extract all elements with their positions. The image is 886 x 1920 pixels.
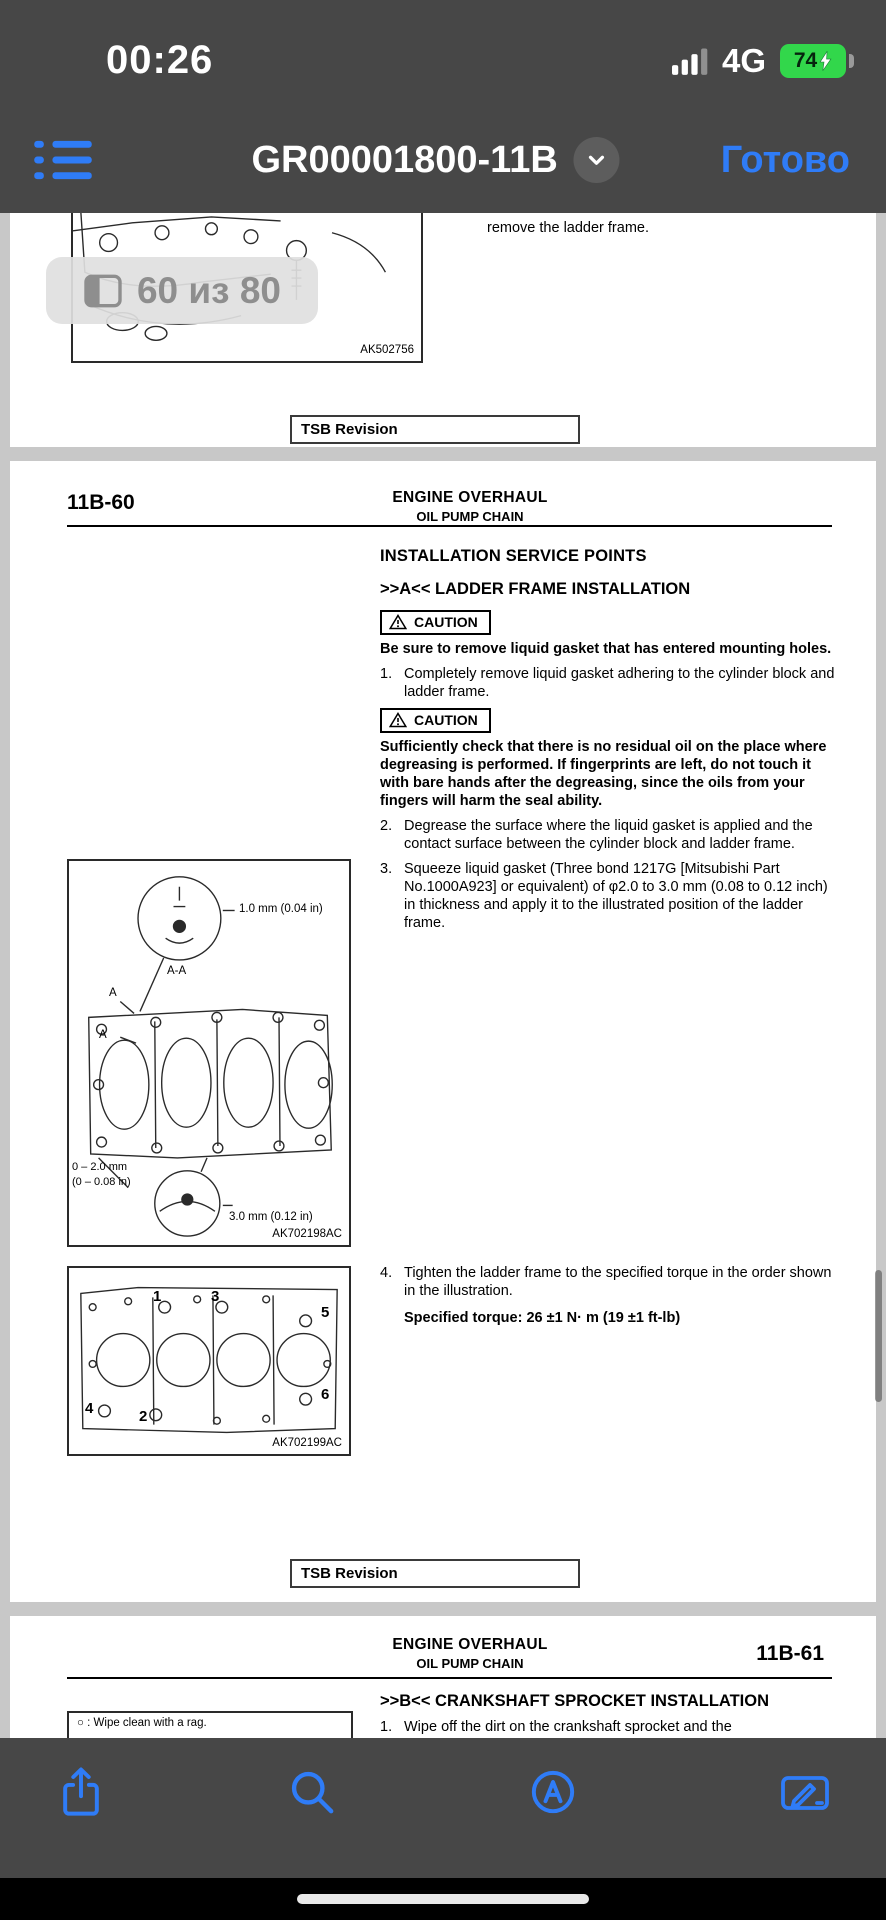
bolt-number: 3 — [211, 1288, 220, 1305]
caution-box — [380, 708, 491, 733]
figure-arrow-label: A — [109, 987, 117, 999]
page-header-title: ENGINE OVERHAUL — [392, 1636, 548, 1653]
top-chrome — [0, 0, 886, 213]
markup-button[interactable] — [779, 1764, 835, 1820]
fragment-text: remove the ladder frame. — [487, 220, 649, 236]
step-3 — [380, 860, 842, 932]
subsection-b-title: >>B<< CRANKSHAFT SPROCKET INSTALLATION — [380, 1692, 769, 1710]
search-button[interactable] — [287, 1764, 343, 1820]
pdf-viewport[interactable] — [0, 213, 886, 1738]
figure-ladder-frame — [67, 859, 351, 1247]
document-title: GR00001800-11B — [251, 138, 558, 181]
figure-dim-label: (0 – 0.08 in) — [72, 1176, 131, 1188]
done-button[interactable]: Готово — [721, 107, 850, 213]
bolt-number: 5 — [321, 1304, 330, 1321]
figure-torque-sequence — [67, 1266, 351, 1456]
nav-bar — [0, 107, 886, 213]
home-strip — [0, 1878, 886, 1920]
bolt-number: 4 — [85, 1400, 94, 1417]
caution-label: CAUTION — [414, 712, 478, 728]
signal-icon — [672, 47, 708, 75]
page-number: 11B-61 — [756, 1642, 824, 1665]
tsb-revision-label: TSB Revision — [301, 1565, 398, 1582]
warning-icon — [389, 712, 407, 728]
list-icon — [34, 137, 92, 183]
home-indicator[interactable] — [297, 1894, 589, 1904]
step-number: 1. — [380, 666, 393, 682]
contents-menu-button[interactable] — [34, 133, 98, 187]
figure-arrow-label: A — [99, 1029, 107, 1041]
step-number: 2. — [380, 818, 393, 834]
markup-icon — [779, 1767, 831, 1817]
text-column — [380, 547, 842, 932]
battery-percent: 74 — [793, 49, 818, 72]
header-rule — [67, 1677, 832, 1679]
figure-dim-label: 0 – 2.0 mm — [72, 1161, 128, 1173]
bolt-number: 1 — [153, 1288, 162, 1305]
caution-label: CAUTION — [414, 614, 478, 630]
step-text: Squeeze liquid gasket (Three bond 1217G [Mitsubishi Part No.1000A923] or equivalent) of φ2.0 to 3.0 mm (0.08 to 0.12 inch) in thickness and apply it to the illustrated position of the ladder frame. — [404, 861, 828, 931]
page-header — [170, 1636, 770, 1671]
bolt-number: 6 — [321, 1386, 330, 1403]
warning-icon — [389, 614, 407, 630]
caution-box — [380, 610, 491, 635]
status-icons — [672, 42, 846, 80]
step-number: 3. — [380, 861, 393, 877]
tsb-revision-label: TSB Revision — [301, 421, 398, 438]
page-indicator-badge[interactable] — [46, 257, 318, 324]
caution-text-1: Be sure to remove liquid gasket that has entered mounting holes. — [380, 641, 832, 657]
figure-dim-label: 1.0 mm (0.04 in) — [239, 903, 323, 915]
page-header-subtitle: OIL PUMP CHAIN — [416, 1656, 524, 1671]
tsb-revision-box — [290, 1559, 580, 1588]
cylinder-block-drawing — [69, 1268, 349, 1454]
page-main — [10, 461, 876, 1602]
step-text: Completely remove liquid gasket adhering to the cylinder block and ladder frame. — [404, 666, 835, 700]
tsb-revision-box — [290, 415, 580, 444]
subsection-a-title: >>A<< LADDER FRAME INSTALLATION — [380, 580, 691, 598]
step-text: Degrease the surface where the liquid gasket is applied and the contact surface between the cylinder block and ladder frame. — [404, 818, 813, 852]
page-next — [10, 1616, 876, 1738]
header-rule — [67, 525, 832, 527]
document-title-dropdown[interactable] — [251, 107, 619, 213]
page-previous — [10, 213, 876, 447]
step-1 — [380, 1718, 850, 1736]
step-text: Tighten the ladder frame to the specified torque in the order shown in the illustration. — [404, 1265, 832, 1299]
figure-dim-label: 3.0 mm (0.12 in) — [229, 1211, 313, 1223]
status-time: 00:26 — [106, 38, 214, 82]
annotation-icon — [528, 1767, 578, 1817]
page-indicator-label: 60 из 80 — [136, 269, 281, 311]
annotate-button[interactable] — [528, 1764, 584, 1820]
bottom-toolbar — [0, 1738, 886, 1878]
legend-note-box: ○ : Wipe clean with a rag. — [67, 1711, 353, 1738]
figure-code: AK702198AC — [272, 1228, 342, 1240]
figure-section-label: A-A — [167, 965, 187, 977]
section-title: INSTALLATION SERVICE POINTS — [380, 547, 647, 565]
share-icon — [56, 1764, 106, 1820]
step-1 — [380, 665, 842, 701]
step-4-block — [380, 1264, 842, 1326]
step-2 — [380, 817, 842, 853]
figure-code: AK702199AC — [272, 1437, 342, 1449]
caution-text-2: Sufficiently check that there is no residual oil on the place where degreasing is performed. If fingerprints are left, do not touch it with bare hands after the degreasing, since the oils from your fingers will harm the seal ability. — [380, 739, 827, 809]
page-header — [170, 489, 770, 524]
step-number: 4. — [380, 1265, 393, 1281]
share-button[interactable] — [56, 1764, 112, 1820]
scrollbar-thumb[interactable] — [875, 1270, 882, 1402]
step-4 — [380, 1264, 842, 1300]
step-text: Wipe off the dirt on the crankshaft sprocket and the — [404, 1719, 732, 1735]
page-header-subtitle: OIL PUMP CHAIN — [416, 509, 524, 524]
chevron-down-icon — [574, 137, 620, 183]
battery-icon — [780, 44, 846, 78]
page-header-title: ENGINE OVERHAUL — [392, 489, 548, 506]
bolt-number: 2 — [139, 1408, 148, 1425]
search-icon — [287, 1767, 337, 1817]
network-label: 4G — [721, 42, 766, 79]
charging-bolt-icon — [819, 51, 832, 71]
step-number: 1. — [380, 1719, 393, 1735]
page-number: 11B-60 — [67, 491, 135, 514]
pages-icon — [83, 274, 123, 308]
torque-spec: Specified torque: 26 ±1 N· m (19 ±1 ft-lb) — [404, 1310, 681, 1326]
figure-code: AK502756 — [360, 344, 414, 356]
